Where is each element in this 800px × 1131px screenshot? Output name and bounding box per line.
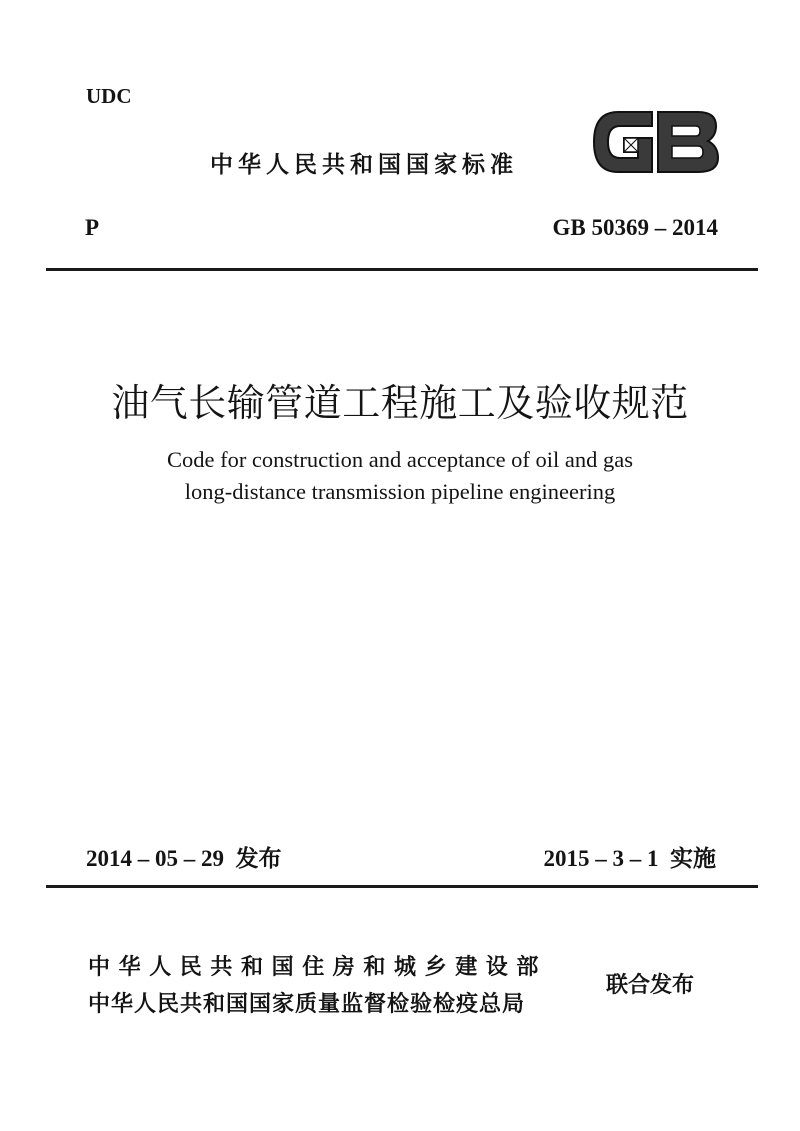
effective-date: 2015 – 3 – 1 实施: [543, 846, 716, 871]
bottom-divider: [46, 885, 758, 888]
issue-date: 2014 – 05 – 29 发布: [86, 846, 282, 871]
title-english-line-2: long-distance transmission pipeline engineering: [184, 479, 616, 504]
title-chinese: 油气长输管道工程施工及验收规范: [111, 383, 689, 425]
standard-number: GB 50369 – 2014: [552, 215, 718, 240]
top-divider: [46, 268, 758, 271]
classification-code: P: [85, 215, 100, 240]
issuer-aqsiq: 中华人民共和国国家质量监督检验检疫总局: [88, 992, 526, 1017]
joint-release-label: 联合发布: [606, 973, 695, 998]
national-standard-heading: 中华人民共和国国家标准: [210, 152, 518, 178]
title-english-line-1: Code for construction and acceptance of oil and gas: [166, 447, 634, 472]
gb-logo-icon: [590, 108, 722, 176]
title-english: [0, 444, 800, 508]
udc-label: UDC: [86, 84, 132, 108]
issuer-ministry-housing: 中华人民共和国住房和城乡建设部: [88, 955, 548, 980]
